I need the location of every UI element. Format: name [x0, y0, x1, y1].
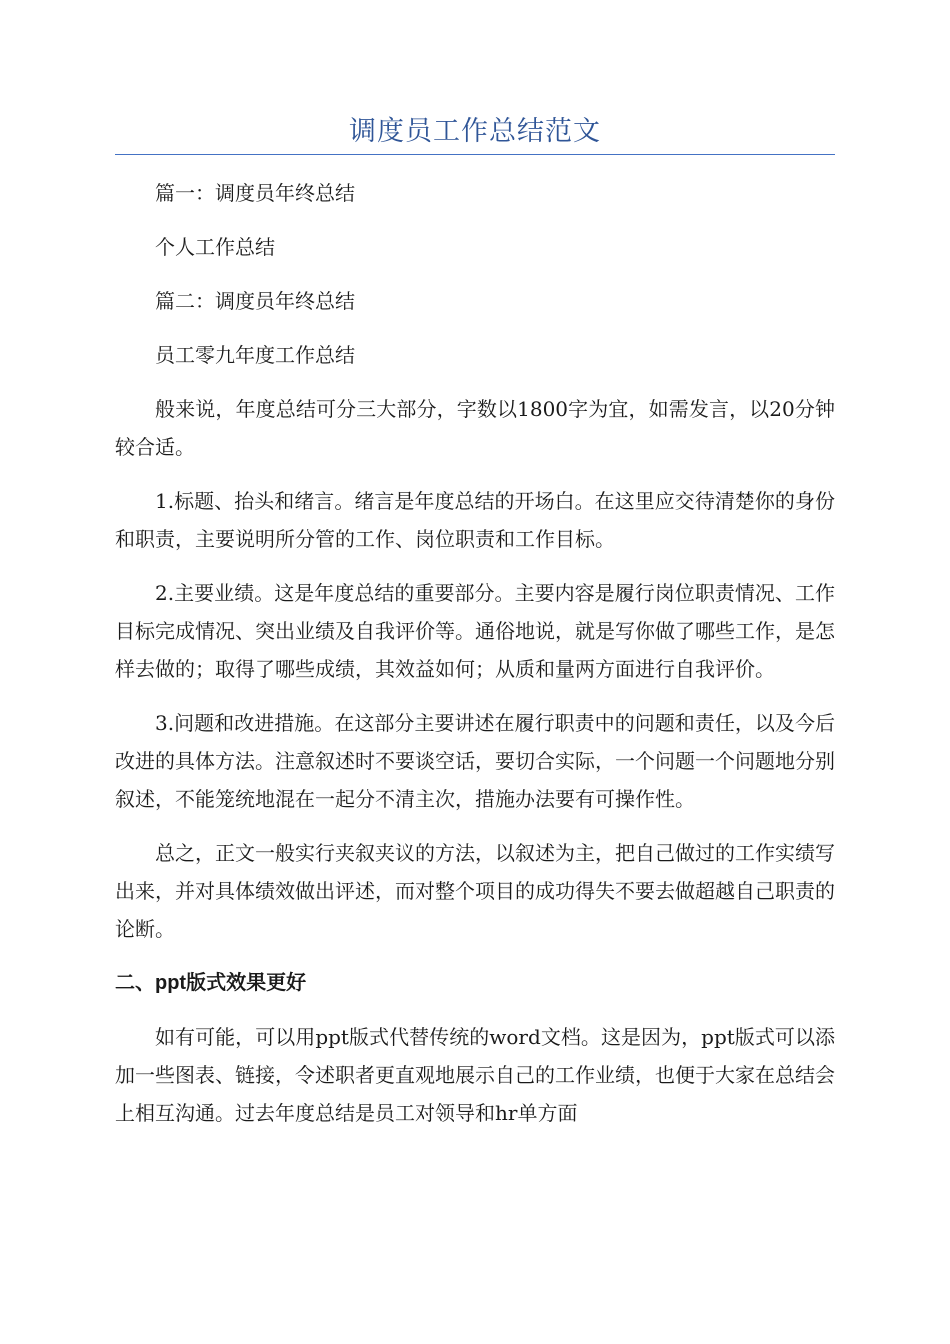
paragraph-employee-summary: 员工零九年度工作总结	[155, 343, 355, 367]
paragraph-point-1: 1.标题、抬头和绪言。绪言是年度总结的开场白。在这里应交待清楚你的身份和职责，主要说明所分管的工作、岗位职责和工作目标。	[115, 489, 835, 551]
paragraph-overview: 般来说，年度总结可分三大部分，字数以1800字为宜，如需发言，以20分钟较合适。	[115, 397, 835, 459]
section-heading: 二、ppt版式效果更好	[115, 972, 307, 994]
paragraph-conclusion: 总之，正文一般实行夹叙夹议的方法，以叙述为主，把自己做过的工作实绩写出来，并对具体绩效做出评述，而对整个项目的成功得失不要去做超越自己职责的论断。	[115, 841, 835, 941]
section-paragraph: 如有可能，可以用ppt版式代替传统的word文档。这是因为，ppt版式可以添加一些图表、链接，令述职者更直观地展示自己的工作业绩，也便于大家在总结会上相互沟通。过去年度总结是员工对领导和hr单方面	[115, 1025, 835, 1125]
paragraph-point-2: 2.主要业绩。这是年度总结的重要部分。主要内容是履行岗位职责情况、工作目标完成情况、突出业绩及自我评价等。通俗地说，就是写你做了哪些工作，是怎样去做的；取得了哪些成绩，其效益如何；从质和量两方面进行自我评价。	[115, 581, 835, 681]
paragraph-point-3: 3.问题和改进措施。在这部分主要讲述在履行职责中的问题和责任，以及今后改进的具体方法。注意叙述时不要谈空话，要切合实际，一个问题一个问题地分别叙述，不能笼统地混在一起分不清主次，措施办法要有可操作性。	[115, 711, 835, 811]
title-underline	[115, 154, 835, 155]
paragraph-part-two: 篇二：调度员年终总结	[155, 289, 355, 313]
paragraph-part-one: 篇一：调度员年终总结	[155, 181, 355, 205]
paragraph-personal-summary: 个人工作总结	[155, 235, 275, 259]
document-title: 调度员工作总结范文	[349, 116, 601, 147]
document-body	[115, 174, 835, 1148]
